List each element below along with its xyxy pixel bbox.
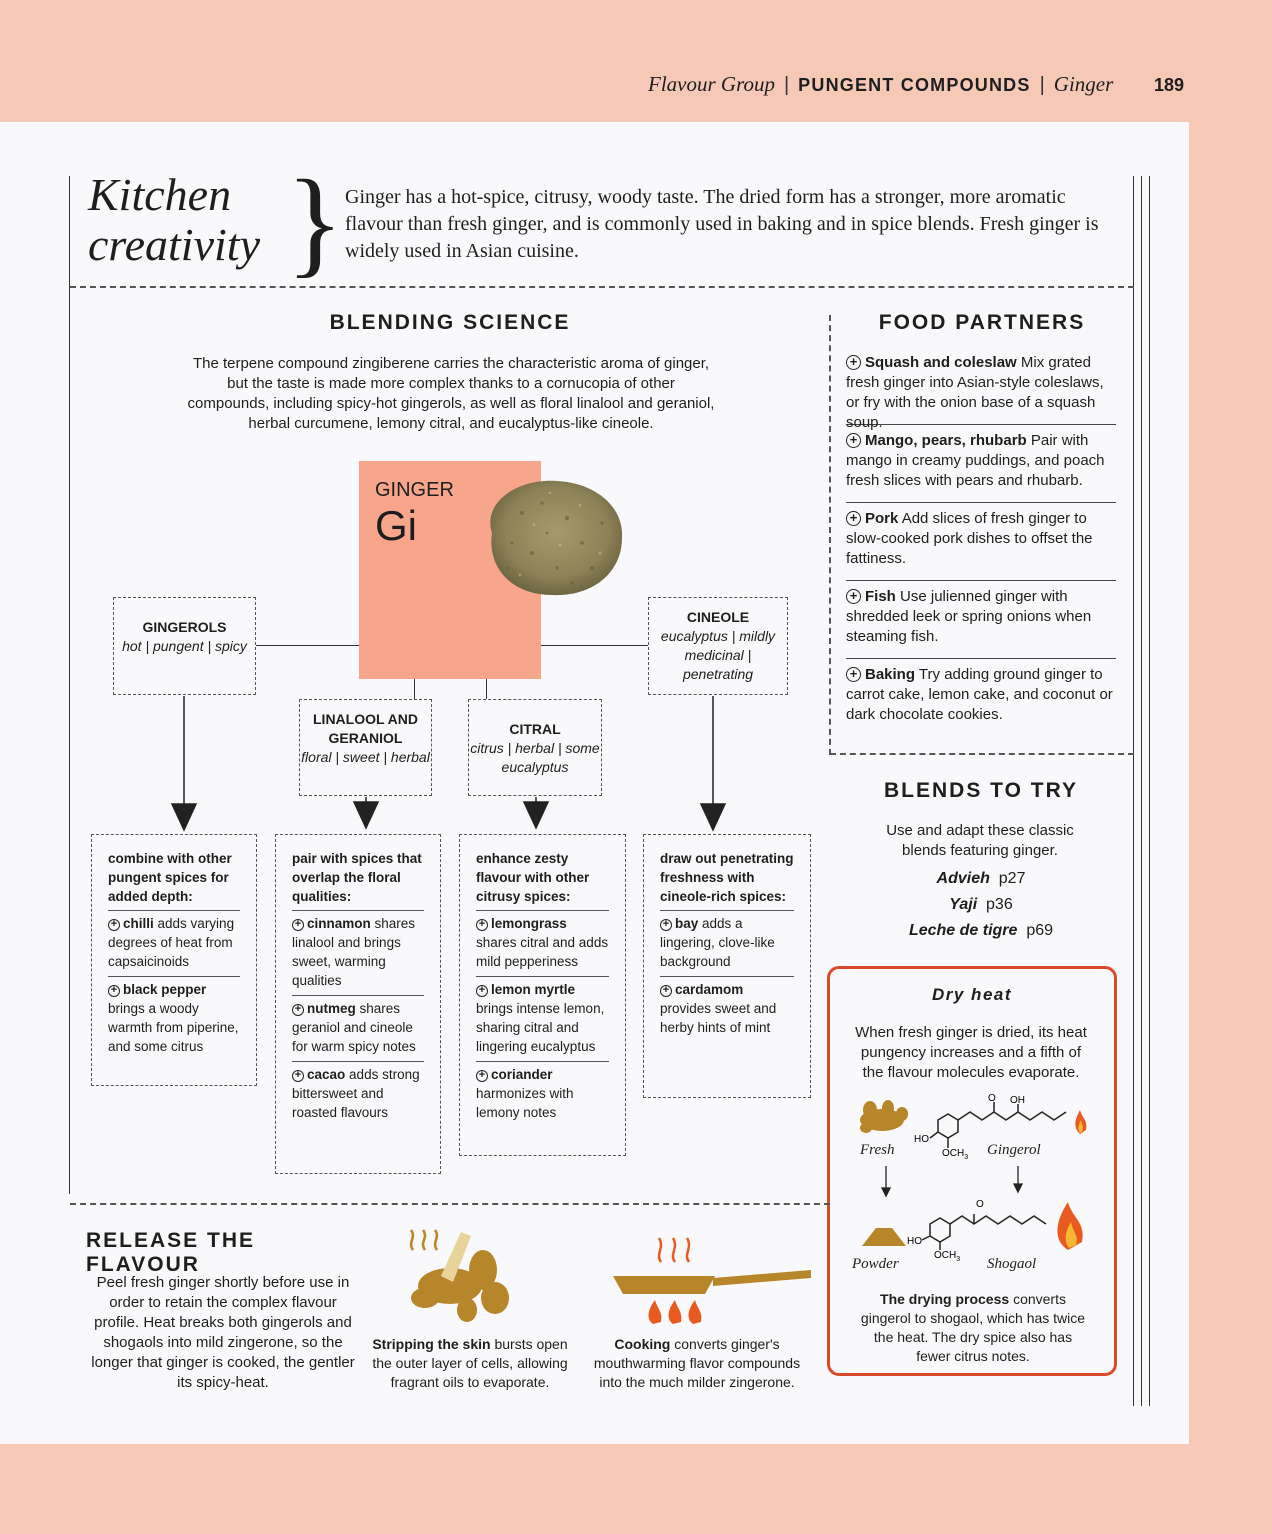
plus-icon: + (292, 1070, 304, 1082)
pairing-box-citral (459, 834, 626, 1156)
pairing-item (292, 910, 424, 992)
food-partner-text: Try adding ground ginger to carrot cake, lemon cake, and coconut or dark chocolate cookies. (846, 666, 1113, 723)
pairing-item-name: nutmeg (307, 1001, 356, 1016)
plus-icon: + (846, 511, 861, 526)
header-group-label: Flavour Group (648, 72, 775, 96)
pairing-box-cineole (643, 834, 811, 1098)
pairing-item-text: brings intense lemon, sharing citral and lingering eucalyptus (476, 1001, 605, 1054)
pairing-item-name: chilli (123, 916, 154, 931)
pairing-item-name: lemongrass (491, 916, 567, 931)
ginger-powder-icon (862, 1228, 906, 1246)
arrow-down-icon (882, 1188, 890, 1196)
stripping-caption-text: bursts open the outer layer of cells, allowing fragrant oils to evaporate. (372, 1336, 568, 1390)
blend-page: p27 (998, 870, 1026, 887)
food-partner-text: Pair with mango in creamy puddings, and poach fresh slices with pears and rhubarb. (846, 432, 1105, 489)
compound-desc: citrus | herbal | some eucalyptus (470, 740, 600, 775)
pairing-item (108, 976, 240, 1058)
pairing-item (476, 976, 609, 1058)
stripping-caption-bold: Stripping the skin (372, 1336, 491, 1352)
plus-icon: + (108, 985, 120, 997)
header-item: Ginger (1053, 72, 1114, 96)
pairing-lead: draw out penetrating freshness with cineole-rich spices: (660, 851, 794, 904)
pairing-item-name: cacao (307, 1067, 346, 1082)
chem-och-text: OCH (942, 1148, 965, 1159)
label-powder: Powder (852, 1256, 899, 1272)
blend-name: Leche de tigre (908, 922, 1018, 939)
arrow-down-icon (524, 802, 548, 828)
compound-name: CITRAL (509, 721, 561, 737)
plus-icon: + (292, 1004, 304, 1016)
curly-brace: } (286, 155, 344, 288)
chem-subscript: 3 (956, 1256, 961, 1263)
arrow-down-icon (1014, 1184, 1022, 1192)
drying-caption-bold: The drying process (880, 1291, 1010, 1307)
running-header: Flavour Group | PUNGENT COMPOUNDS | Ginger (648, 72, 1114, 96)
chem-och3-label (934, 1250, 960, 1263)
pairing-item-text: adds a lingering, clove-like background (660, 916, 775, 969)
chem-subscript: 3 (964, 1154, 969, 1161)
frying-pan-illustration (605, 1232, 815, 1328)
stripping-caption (370, 1335, 570, 1392)
plus-icon: + (476, 919, 488, 931)
blend-name: Yaji (949, 896, 978, 913)
plus-icon: + (292, 919, 304, 931)
pairing-box-gingerols (91, 834, 257, 1086)
intro-text: Ginger has a hot-spice, citrusy, woody taste. The dried form has a stronger, more aromatic flavour than fresh ginger, and is commonly used in baking and in spice blends. Fresh ginger is widely used in Asian cuisine. (345, 186, 1099, 262)
chem-ho-label: HO (907, 1236, 922, 1247)
plus-icon: + (108, 919, 120, 931)
label-fresh: Fresh (860, 1142, 895, 1158)
arrow-down-icon (172, 804, 196, 830)
pairing-item-text: shares citral and adds mild pepperiness (476, 935, 609, 969)
pairing-item-name: coriander (491, 1067, 553, 1082)
ginger-label: GINGER (375, 479, 454, 501)
ginger-symbol: Gi (375, 502, 417, 549)
pairing-item (476, 1061, 609, 1124)
title-line-2: creativity (88, 219, 260, 270)
pairing-item-text: brings a woody warmth from piperine, and some citrus (108, 1001, 239, 1054)
food-partner-text: Mix grated fresh ginger into Asian-style coleslaws, or fry with the onion base of a squash soup. (846, 354, 1104, 431)
pan-handle-icon (713, 1270, 811, 1286)
blend-item[interactable] (846, 866, 1116, 892)
food-partners-heading: FOOD PARTNERS (878, 311, 1086, 334)
drying-caption-text: converts gingerol to shogaol, which has twice the heat. The dry spice also has fewer citrus notes. (860, 1291, 1086, 1364)
chem-oh-label: OH (1010, 1095, 1025, 1106)
divider-blends (830, 753, 1134, 755)
blend-name: Advieh (936, 870, 990, 887)
steam-icon (411, 1230, 437, 1250)
pairing-item (108, 910, 240, 973)
food-partner-name: Baking (865, 666, 916, 683)
blends-list (846, 866, 1116, 944)
pairing-item-name: cardamom (675, 982, 744, 997)
arrow-down-icon (701, 804, 725, 830)
compound-name: GINGEROLS (142, 619, 227, 635)
chem-och-text: OCH (934, 1250, 957, 1261)
chem-och3-label (942, 1148, 968, 1161)
compound-name: CINEOLE (686, 609, 750, 625)
release-text: Peel fresh ginger shortly before use in order to retain the complex flavour profile. Heat breaks both gingerols and shogaols into mild zingerone, so the longer that ginger is cooked, the gentler its spicy-heat. (91, 1274, 355, 1391)
blend-page: p36 (986, 896, 1013, 913)
compound-desc: eucalyptus | mildly medicinal | penetrating (660, 628, 776, 682)
blends-text: Use and adapt these classic blends featuring ginger. (886, 822, 1074, 859)
header-group-name: PUNGENT COMPOUNDS (798, 75, 1031, 95)
compound-name: LINALOOL AND GERANIOL (313, 711, 418, 746)
pairing-lead: pair with spices that overlap the floral qualities: (292, 851, 422, 904)
peeled-ginger-illustration (395, 1228, 525, 1328)
steam-icon (659, 1238, 689, 1262)
food-partner-name: Fish (865, 588, 896, 605)
divider-right-column (829, 315, 831, 755)
blend-page: p69 (1026, 922, 1054, 939)
cooking-caption (592, 1335, 802, 1392)
burner-flames-icon (649, 1300, 702, 1324)
release-heading: RELEASE THE FLAVOUR (86, 1229, 256, 1276)
food-partner-item (846, 581, 1116, 659)
pairing-item-text: adds strong bittersweet and roasted flavours (292, 1067, 420, 1120)
food-partner-item (846, 425, 1116, 503)
drying-caption (858, 1290, 1088, 1366)
pairing-item-text: harmonizes with lemony notes (476, 1086, 574, 1120)
food-partner-name: Pork (865, 510, 899, 527)
blend-item[interactable] (846, 918, 1116, 944)
pairing-item-text: provides sweet and herby hints of mint (660, 1001, 777, 1035)
fresh-ginger-icon (860, 1100, 908, 1133)
large-flame-icon (1057, 1202, 1082, 1250)
plus-icon: + (846, 589, 861, 604)
pairing-item-text: adds varying degrees of heat from capsaicinoids (108, 916, 235, 969)
pairing-item (292, 995, 424, 1058)
chem-o-label: O (976, 1199, 984, 1210)
plus-icon: + (476, 1070, 488, 1082)
title-line-1: Kitchen (88, 169, 232, 220)
page-number: 189 (1154, 75, 1185, 95)
blending-science-heading: BLENDING SCIENCE (329, 311, 571, 334)
food-partners-list (846, 347, 1116, 737)
dry-heat-text: When fresh ginger is dried, its heat pungency increases and a fifth of the flavour molecules evaporate. (855, 1024, 1087, 1081)
small-flame-icon (1075, 1110, 1086, 1134)
food-partner-item (846, 347, 1116, 431)
divider-bottom (70, 1203, 830, 1205)
pairing-item-name: black pepper (123, 982, 207, 997)
pairing-item-text: shares linalool and brings sweet, warming qualities (292, 916, 416, 988)
plus-icon: + (846, 667, 861, 682)
food-partner-item (846, 503, 1116, 581)
pan-icon (613, 1276, 715, 1294)
pairing-item-name: lemon myrtle (491, 982, 576, 997)
plus-icon: + (476, 985, 488, 997)
label-shogaol: Shogaol (987, 1256, 1037, 1272)
food-partner-name: Mango, pears, rhubarb (865, 432, 1027, 449)
pairing-item-name: cinnamon (307, 916, 371, 931)
plus-icon: + (846, 433, 861, 448)
shogaol-structure-icon (922, 1214, 1046, 1250)
pairing-lead: combine with other pungent spices for added depth: (108, 851, 232, 904)
compound-desc: floral | sweet | herbal (301, 749, 430, 765)
blend-item[interactable] (846, 892, 1116, 918)
label-gingerol: Gingerol (987, 1142, 1041, 1158)
compound-desc: hot | pungent | spicy (122, 638, 247, 654)
cooking-caption-bold: Cooking (614, 1336, 671, 1352)
food-partner-text: Use julienned ginger with shredded leek or spring onions when steaming fish. (846, 588, 1092, 645)
pairing-box-linalool (275, 834, 441, 1174)
pairing-item (660, 976, 794, 1039)
pairing-item (292, 1061, 424, 1124)
chem-ho-label: HO (914, 1134, 929, 1145)
plus-icon: + (846, 355, 861, 370)
blends-heading: BLENDS TO TRY (883, 779, 1078, 802)
cooking-caption-text: converts ginger's mouthwarming flavor compounds into the much milder zingerone. (593, 1336, 801, 1390)
food-partner-name: Squash and coleslaw (865, 354, 1017, 371)
plus-icon: + (660, 919, 672, 931)
plus-icon: + (660, 985, 672, 997)
chem-o-label: O (988, 1093, 996, 1104)
pairing-item-name: bay (675, 916, 699, 931)
pairing-item-text: shares geraniol and cineole for warm spicy notes (292, 1001, 416, 1054)
pairing-item (660, 910, 794, 973)
food-partner-text: Add slices of fresh ginger to slow-cooked pork dishes to offset the fattiness. (846, 510, 1093, 567)
arrow-down-icon (354, 802, 378, 828)
food-partner-item (846, 659, 1116, 737)
dry-heat-title: Dry heat (931, 985, 1013, 1004)
pairing-item (476, 910, 609, 973)
pairing-lead: enhance zesty flavour with other citrusy spices: (476, 851, 590, 904)
blending-science-text: The terpene compound zingiberene carries the characteristic aroma of ginger, but the taste is made more complex thanks to a cornucopia of other compounds, including spicy-hot gingerols, as well as floral linalool and geraniol, herbal curcumene, lemony citral, and eucalyptus-like cineole. (187, 355, 715, 432)
